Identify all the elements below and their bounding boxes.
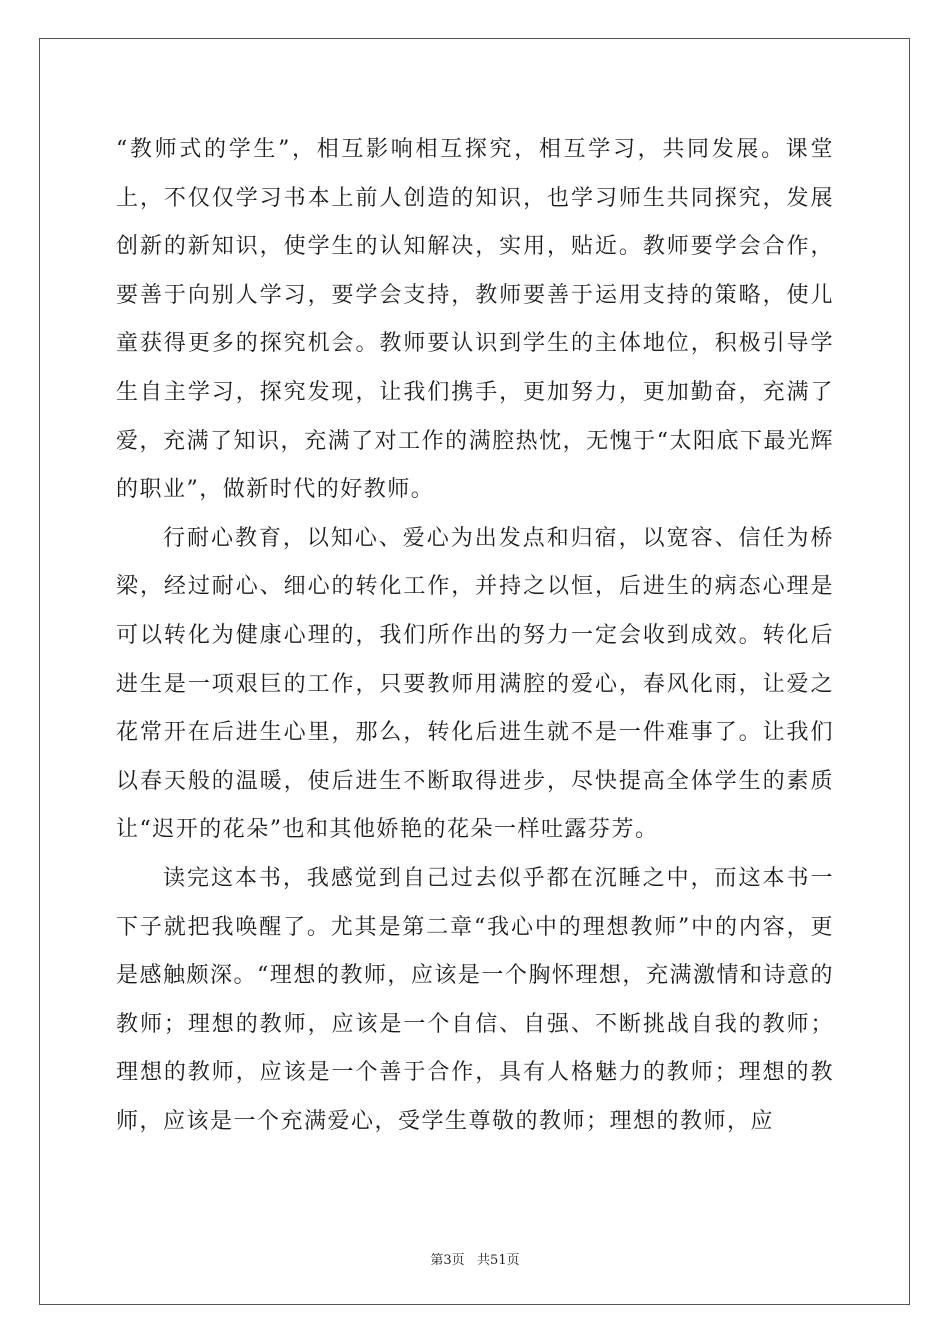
- document-body: [116, 126, 834, 1146]
- paragraph-1: “教师式的学生”，相互影响相互探究，相互学习，共同发展。课堂上，不仅仅学习书本上前人创造的知识，也学习师生共同探究，发展创新的新知识，使学生的认知解决，实用，贴近。教师要学会合作，要善于向别人学习，要学会支持，教师要善于运用支持的策略，使儿童获得更多的探究机会。教师要认识到学生的主体地位，积极引导学生自主学习，探究发现，让我们携手，更加努力，更加勤奋，充满了爱，充满了知识，充满了对工作的满腔热忱，无愧于“太阳底下最光辉的职业”，做新时代的好教师。: [116, 137, 834, 503]
- page-number: 第3页 共51页: [430, 1253, 520, 1268]
- paragraph-3: 读完这本书，我感觉到自己过去似乎都在沉睡之中，而这本书一下子就把我唤醒了。尤其是第二章“我心中的理想教师”中的内容，更是感触颇深。“理想的教师，应该是一个胸怀理想，充满激情和诗意的教师；理想的教师，应该是一个自信、自强、不断挑战自我的教师；理想的教师，应该是一个善于合作，具有人格魅力的教师；理想的教师，应该是一个充满爱心，受学生尊敬的教师；理想的教师，应: [116, 865, 834, 1134]
- paragraph-2: 行耐心教育，以知心、爱心为出发点和归宿，以宽容、信任为桥梁，经过耐心、细心的转化工作，并持之以恒，后进生的病态心理是可以转化为健康心理的，我们所作出的努力一定会收到成效。转化后进生是一项艰巨的工作，只要教师用满腔的爱心，春风化雨，让爱之花常开在后进生心里，那么，转化后进生就不是一件难事了。让我们以春天般的温暖，使后进生不断取得进步，尽快提高全体学生的素质让“迟开的花朵”也和其他娇艳的花朵一样吐露芬芳。: [116, 525, 834, 843]
